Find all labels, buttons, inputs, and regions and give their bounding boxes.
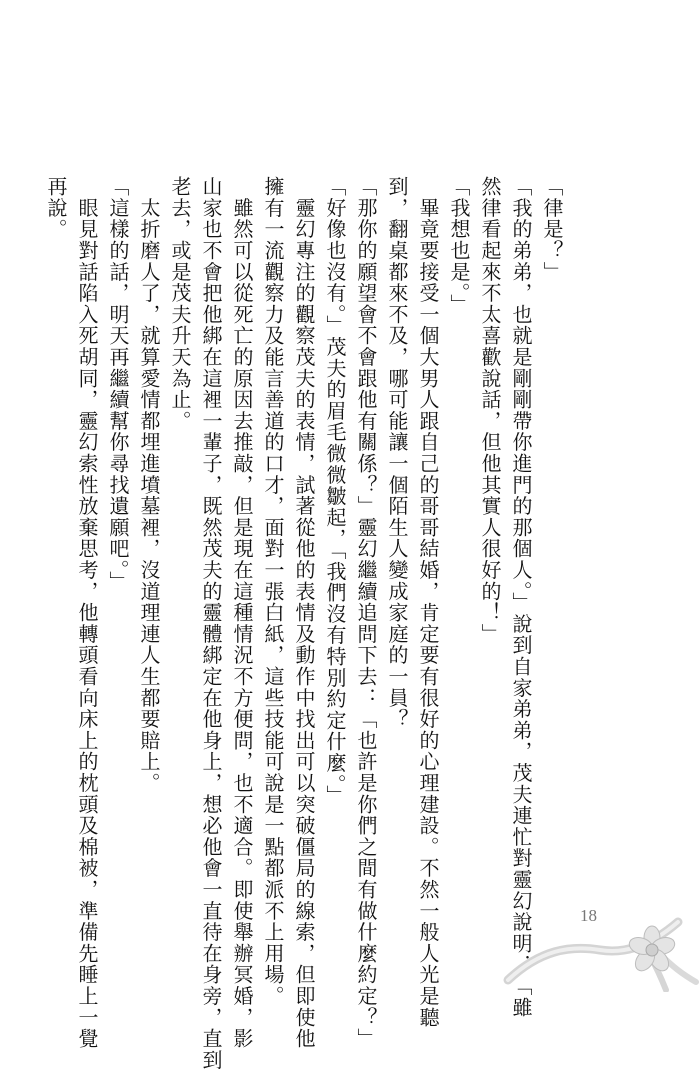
paragraph: 擁有一流觀察力及能言善道的口才，面對一張白紙，這些技能可說是一點都派不上用場。: [261, 176, 285, 1007]
paragraph: 眼見對話陷入死胡同，靈幻索性放棄思考，他轉頭看向床上的枕頭及棉被，準備先睡上一覺: [75, 176, 99, 1050]
paragraph: 「律是？」: [540, 176, 564, 283]
paragraph: 到，翻桌都來不及，哪可能讓一個陌生人變成家庭的一員？: [385, 176, 409, 730]
paragraph: 山家也不會把他綁在這裡一輩子，既然茂夫的靈體綁定在他身上，想必他會一直待在身旁，直到: [199, 176, 223, 1071]
ribbon-flower-ornament: [500, 910, 699, 992]
paragraph: 太折磨人了，就算愛情都埋進墳墓裡，沒道理連人生都要賠上。: [137, 176, 161, 794]
paragraph: 「我的弟弟，也就是剛剛帶你進門的那個人。」說到自家弟弟，茂夫連忙對靈幻說明：「雖: [509, 176, 533, 1018]
paragraph: 「好像也沒有。」茂夫的眉毛微微皺起，「我們沒有特別約定什麼。」: [323, 176, 347, 807]
page-number: 18: [580, 906, 597, 925]
paragraph: 畢竟要接受一個大男人跟自己的哥哥結婚，肯定要有很好的心理建設。不然一般人光是聽: [416, 176, 440, 1028]
paragraph: 雖然可以從死亡的原因去推敲，但是現在這種情況不方便問，也不適合。即使舉辦冥婚，影: [230, 176, 254, 1050]
paragraph: 靈幻專注的觀察茂夫的表情，試著從他的表情及動作中找出可以突破僵局的線索，但即使他: [292, 176, 316, 1050]
paragraph: 「那你的願望會不會跟他有關係？」靈幻繼續追問下去：「也許是你們之間有做什麼約定？」: [354, 176, 378, 1050]
paragraph: 再說。: [44, 176, 68, 240]
paragraph: 老去，或是茂夫升天為止。: [168, 176, 192, 432]
paragraph: 「我想也是。」: [447, 176, 471, 316]
paragraph: 然律看起來不太喜歡說話，但他其實人很好的！」: [478, 176, 502, 645]
body-text: [40, 176, 567, 1071]
paragraph: 「這樣的話，明天再繼續幫你尋找遺願吧。」: [106, 176, 130, 592]
